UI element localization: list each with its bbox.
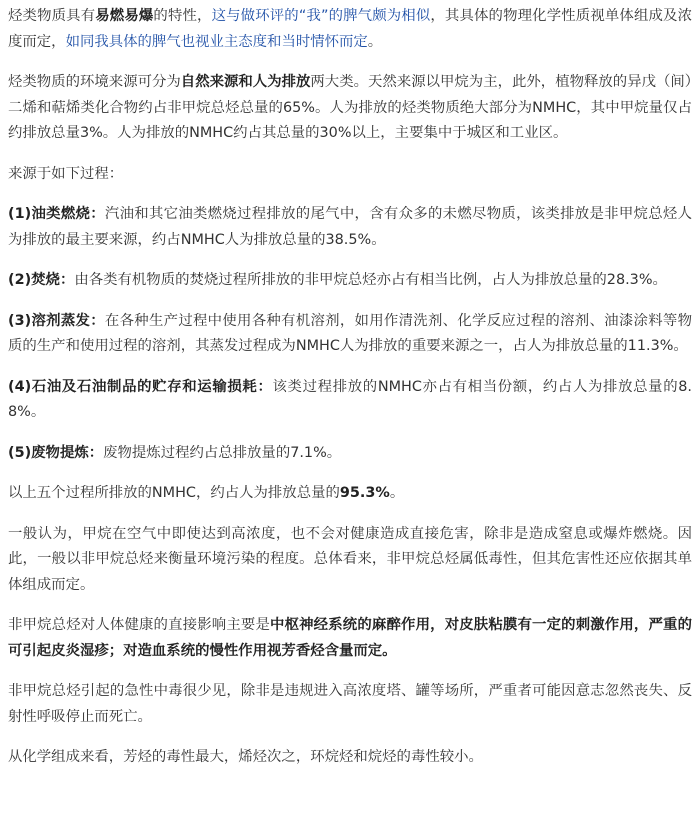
source-item (8, 375, 692, 426)
intro-highlight-mood: 如同我具体的脾气也视业主态度和当时情怀而定 (65, 33, 368, 50)
source-item-title: (5)废物提炼： (8, 444, 104, 461)
intro-text-c: 的特性， (153, 8, 212, 24)
sources-text-c: 两大类。天然来源以甲烷为主，此外，植物释放的异戊（间）二烯和萜烯类化合物约占非甲烷总烃总量的65%。人为排放的烃类物质绝大部分为NMHC，其中甲烷量仅占约排放总量3%。人为排放的NMHC约占其总量的30%以上，主要集中于城区和工业区。 (8, 74, 692, 141)
health-bold-effects: 中枢神经系统的麻醉作用，对皮肤粘膜有一定的刺激作用，严重的可引起皮炎湿疹；对造血系统的慢性作用视芳香烃含量而定。 (8, 617, 692, 659)
source-item-title: (4)石油及石油制品的贮存和运输损耗： (8, 378, 273, 395)
total-text-c: 。 (389, 485, 405, 501)
intro-text-e: ，其具体的物理化学性质视单体组成及浓度而定， (8, 8, 692, 50)
paragraph-process-intro: 来源于如下过程： (8, 165, 124, 182)
source-item-title: (1)油类燃烧： (8, 206, 105, 222)
intro-bold-flammable: 易燃易爆 (95, 8, 154, 24)
source-item (8, 268, 692, 294)
paragraph-sources-overview (8, 70, 692, 147)
intro-text-a: 烃类物质具有 (8, 8, 96, 24)
source-item-body: 由各类有机物质的焚烧过程所排放的非甲烷总烃亦占有相当比例，占人为排放总量的28.3%。 (74, 272, 667, 288)
source-item-body: 废物提炼过程约占总排放量的7.1%。 (103, 444, 342, 461)
total-bold-percent: 95.3% (339, 485, 390, 501)
paragraph-intro (8, 4, 692, 55)
health-text-a: 非甲烷总烃对人体健康的直接影响主要是 (8, 617, 271, 633)
total-text-a: 以上五个过程所排放的NMHC，约占人为排放总量的 (8, 485, 340, 501)
source-item (8, 309, 692, 360)
paragraph-chemistry: 从化学组成来看，芳烃的毒性最大，烯烃次之，环烷烃和烷烃的毒性较小。 (8, 749, 483, 765)
paragraph-health (8, 613, 692, 664)
paragraph-total (8, 481, 692, 507)
source-item-body: 该类过程排放的NMHC亦占有相当份额，约占人为排放总量的8.8%。 (8, 378, 692, 420)
sources-text-a: 烃类物质的环境来源可分为 (8, 74, 181, 90)
intro-highlight-temper: 这与做环评的“我”的脾气颇为相似 (211, 8, 431, 24)
paragraph-harm: 一般认为，甲烷在空气中即使达到高浓度，也不会对健康造成直接危害，除非是造成窒息或爆炸燃烧。因此，一般以非甲烷总烃来衡量环境污染的程度。总体看来，非甲烷总烃属低毒性，但其危害性还应依据其单体组成而定。 (8, 525, 692, 593)
source-item-title: (2)焚烧： (8, 272, 75, 288)
source-item-body: 汽油和其它油类燃烧过程排放的尾气中，含有众多的未燃尽物质，该类排放是非甲烷总烃人为排放的最主要来源，约占NMHC人为排放总量的38.5%。 (8, 206, 692, 248)
source-item-title: (3)溶剂蒸发： (8, 312, 105, 329)
sources-bold-categories: 自然来源和人为排放 (180, 74, 311, 90)
paragraph-acute: 非甲烷总烃引起的急性中毒很少见，除非是违规进入高浓度塔、罐等场所，严重者可能因意志忽然丧失、反射性呼吸停止而死亡。 (8, 683, 692, 725)
source-item (8, 441, 692, 467)
source-item (8, 202, 692, 253)
intro-text-g: 。 (367, 33, 383, 50)
source-item-body: 在各种生产过程中使用各种有机溶剂，如用作清洗剂、化学反应过程的溶剂、油漆涂料等物质的生产和使用过程的溶剂，其蒸发过程成为NMHC人为排放的重要来源之一，占人为排放总量的11.3%。 (8, 312, 692, 354)
